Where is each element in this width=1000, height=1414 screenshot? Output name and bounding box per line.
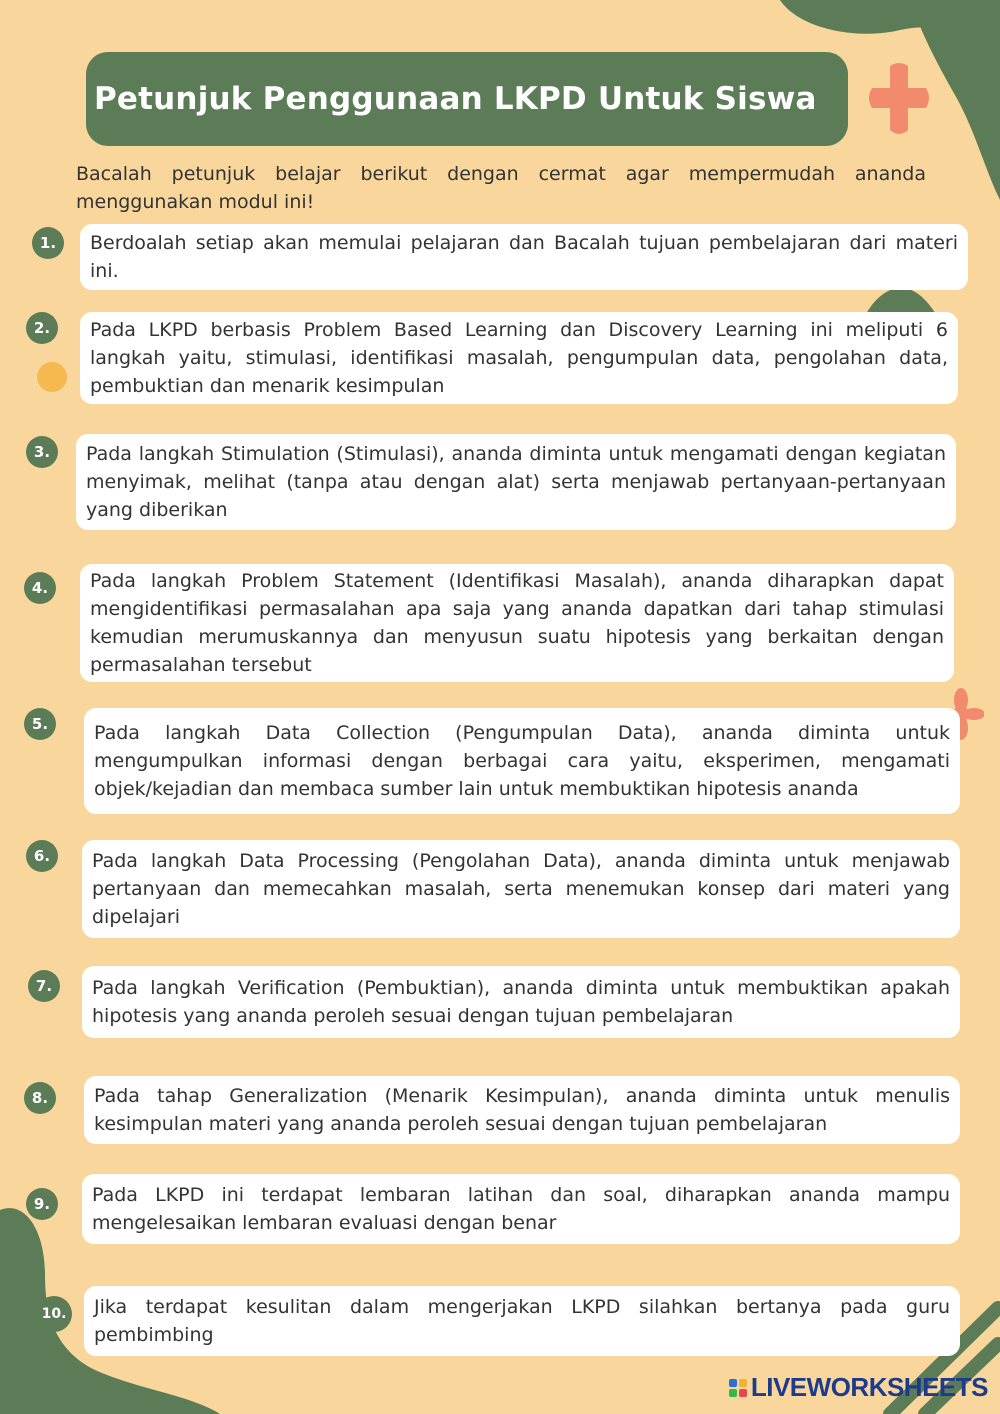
step-card xyxy=(82,1174,960,1244)
step-number-badge: 2. xyxy=(26,312,58,344)
step-text: Pada LKPD berbasis Problem Based Learning dan Discovery Learning ini meliputi 6 langkah yaitu, stimulasi, identifikasi masalah, pengumpulan data, pengolahan data, pembuktian dan menarik kesimpulan xyxy=(90,319,948,397)
liveworksheets-logo xyxy=(729,1372,988,1403)
step-card xyxy=(82,966,960,1038)
step-card xyxy=(82,840,960,938)
step-number-badge: 9. xyxy=(26,1188,58,1220)
step-card xyxy=(80,564,954,682)
coral-cross-icon xyxy=(868,62,930,136)
liveworksheets-logo-icon xyxy=(729,1379,747,1397)
step-number-badge: 5. xyxy=(24,708,56,740)
step-text: Pada tahap Generalization (Menarik Kesimpulan), ananda diminta untuk menulis kesimpulan materi yang ananda peroleh sesuai dengan tujuan pembelajaran xyxy=(94,1085,950,1135)
step-card xyxy=(84,1286,960,1356)
intro-text: Bacalah petunjuk belajar berikut dengan cermat agar mempermudah ananda menggunakan modul ini! xyxy=(76,163,926,213)
step-number-badge: 4. xyxy=(24,572,56,604)
step-text: Jika terdapat kesulitan dalam mengerjakan LKPD silahkan bertanya pada guru pembimbing xyxy=(94,1296,950,1346)
step-number-badge: 1. xyxy=(32,227,64,259)
step-text: Pada langkah Problem Statement (Identifikasi Masalah), ananda diharapkan dapat mengidentifikasi permasalahan apa saja yang ananda dapatkan dari tahap stimulasi kemudian merumuskannya dan menyusun suatu hipotesis yang berkaitan dengan permasalahan tersebut xyxy=(90,570,944,676)
step-text: Berdoalah setiap akan memulai pelajaran dan Bacalah tujuan pembelajaran dari materi ini. xyxy=(90,232,958,282)
step-card xyxy=(80,312,958,404)
step-number-badge: 7. xyxy=(28,970,60,1002)
step-text: Pada langkah Data Collection (Pengumpulan Data), ananda diminta untuk mengumpulkan informasi dengan berbagai cara yaitu, eksperimen, mengamati objek/kejadian dan membaca sumber lain untuk membuktikan hipotesis ananda xyxy=(94,722,950,800)
step-number-badge: 8. xyxy=(24,1082,56,1114)
step-number-badge: 3. xyxy=(26,436,58,468)
step-card xyxy=(84,1076,960,1144)
title-banner xyxy=(86,52,848,146)
page-title: Petunjuk Penggunaan LKPD Untuk Siswa xyxy=(94,81,817,117)
step-number-badge: 6. xyxy=(26,840,58,872)
yellow-dot-decoration xyxy=(36,361,68,393)
step-card xyxy=(84,708,960,814)
step-card xyxy=(80,224,968,290)
step-number-badge: 10. xyxy=(36,1296,72,1332)
step-text: Pada LKPD ini terdapat lembaran latihan dan soal, diharapkan ananda mampu mengelesaikan lembaran evaluasi dengan benar xyxy=(92,1184,950,1234)
step-text: Pada langkah Verification (Pembuktian), ananda diminta untuk membuktikan apakah hipotesis yang ananda peroleh sesuai dengan tujuan pembelajaran xyxy=(92,977,950,1027)
liveworksheets-logo-text: LIVEWORKSHEETS xyxy=(750,1372,988,1402)
step-card xyxy=(76,434,956,530)
step-text: Pada langkah Data Processing (Pengolahan Data), ananda diminta untuk menjawab pertanyaan dan memecahkan masalah, serta menemukan konsep dari materi yang dipelajari xyxy=(92,850,950,928)
step-text: Pada langkah Stimulation (Stimulasi), ananda diminta untuk mengamati dengan kegiatan menyimak, melihat (tanpa atau dengan alat) serta menjawab pertanyaan-pertanyaan yang diberikan xyxy=(86,443,946,521)
